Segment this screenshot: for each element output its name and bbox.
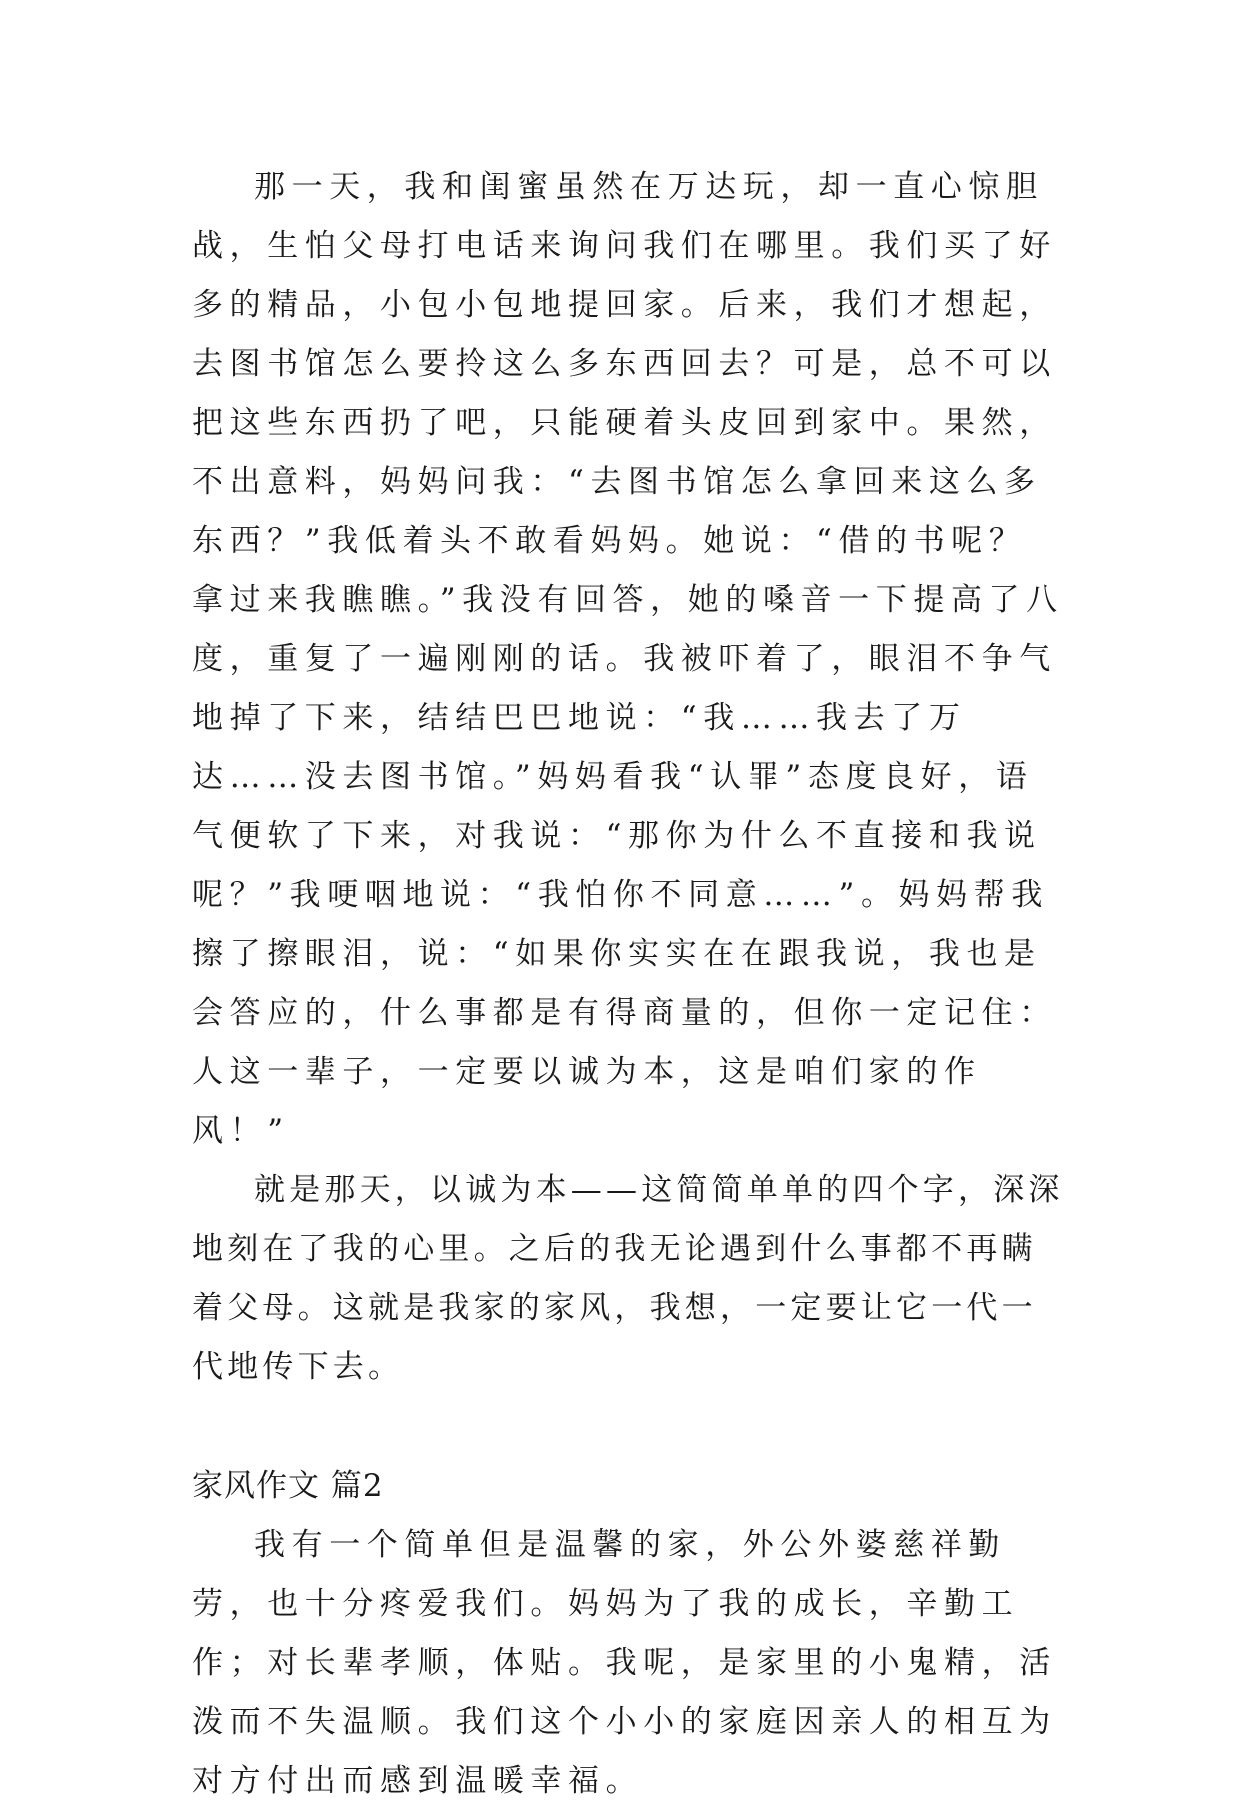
paragraph-story: 那一天，我和闺蜜虽然在万达玩，却一直心惊胆战，生怕父母打电话来询问我们在哪里。我们买了好多的精品，小包小包地提回家。后来，我们才想起，去图书馆怎么要拎这么多东西回去？可是，总不可以把这些东西扔了吧，只能硬着头皮回到家中。果然，不出意料，妈妈问我：“去图书馆怎么拿回来这么多东西？”我低着头不敢看妈妈。她说：“借的书呢？拿过来我瞧瞧。”我没有回答，她的嗓音一下提高了八度，重复了一遍刚刚的话。我被吓着了，眼泪不争气地掉了下来，结结巴巴地说：“我……我去了万达……没去图书馆。”妈妈看我“认罪”态度良好，语气便软了下来，对我说：“那你为什么不直接和我说呢？”我哽咽地说：“我怕你不同意……”。妈妈帮我擦了擦眼泪，说：“如果你实实在在跟我说，我也是会答应的，什么事都是有得商量的，但你一定记住：人这一辈子，一定要以诚为本，这是咱们家的作风！” — [192, 169, 1064, 1149]
paragraph-conclusion: 就是那天，以诚为本——这简简单单的四个字，深深地刻在了我的心里。之后的我无论遇到什么事都不再瞒着父母。这就是我家的家风，我想，一定要让它一代一代地传下去。 — [192, 1172, 1064, 1385]
document-body — [192, 158, 1064, 1811]
paragraph-family-intro: 我有一个简单但是温馨的家，外公外婆慈祥勤劳，也十分疼爱我们。妈妈为了我的成长，辛勤工作；对长辈孝顺，体贴。我呢，是家里的小鬼精，活泼而不失温顺。我们这个小小的家庭因亲人的相互为对方付出而感到温暖幸福。 — [192, 1527, 1057, 1799]
section-heading: 家风作文 篇2 — [192, 1468, 384, 1504]
